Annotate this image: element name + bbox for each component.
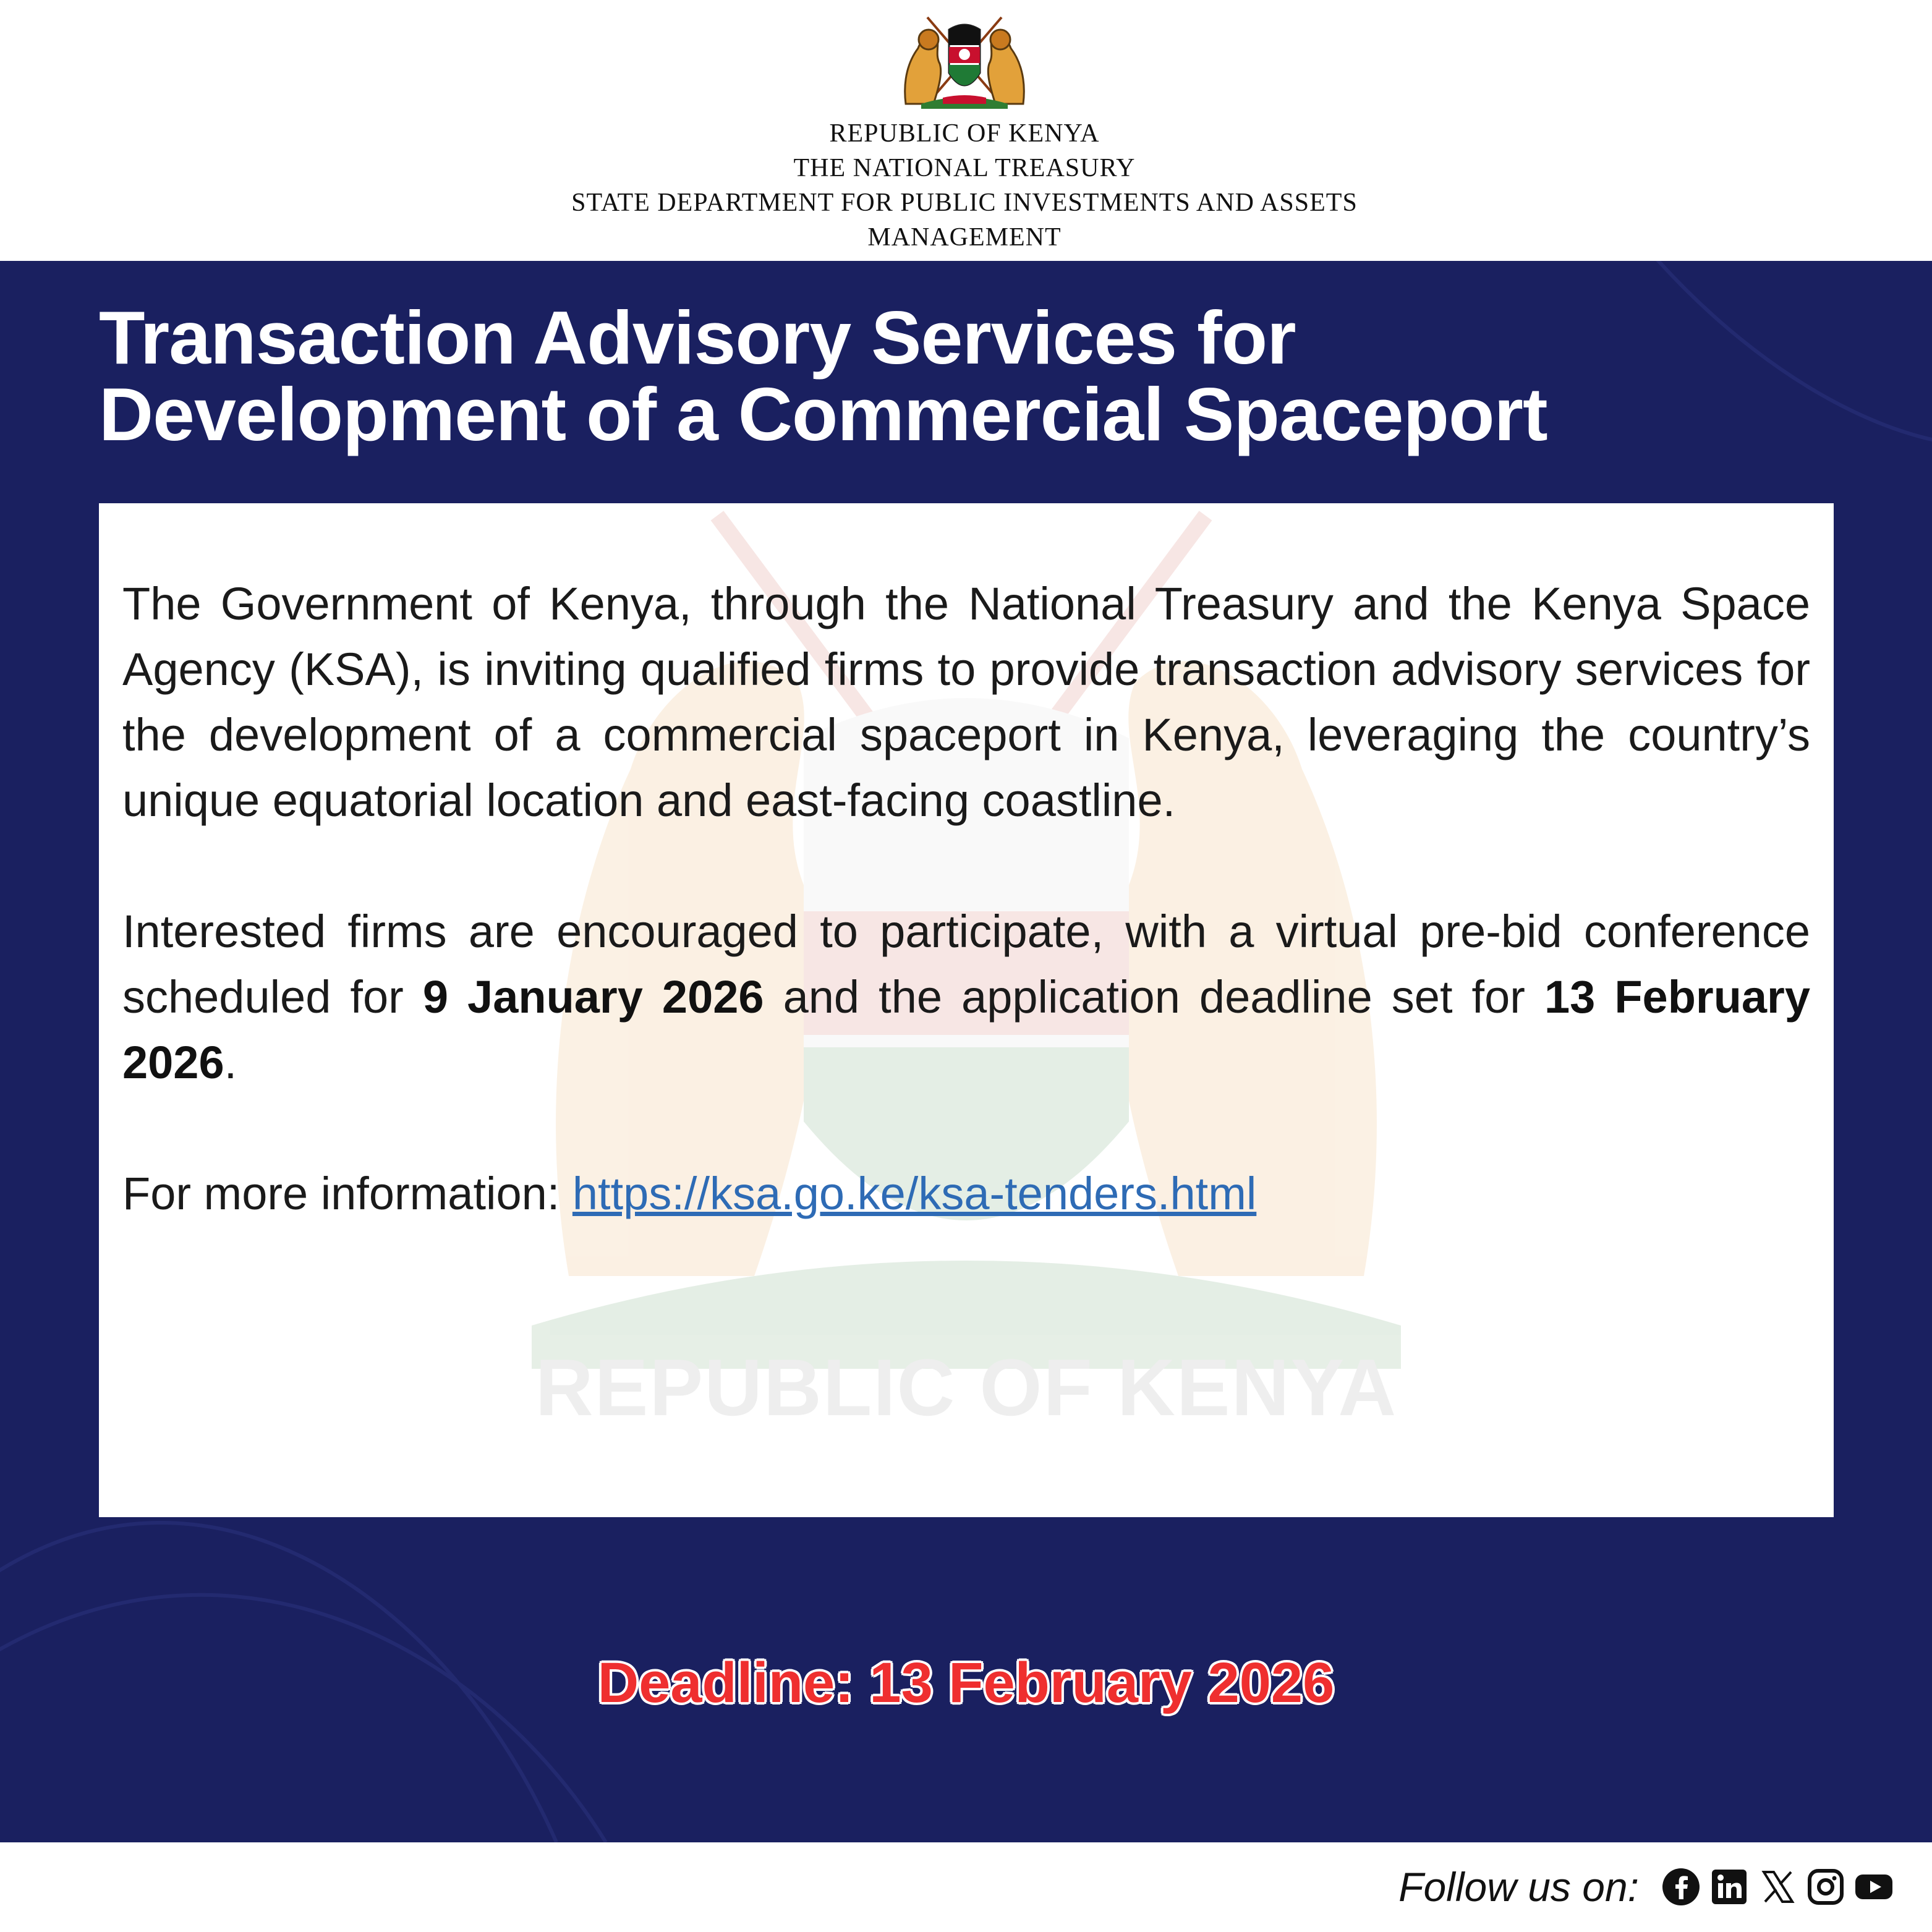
main-band <box>0 261 1932 1842</box>
header-line: THE NATIONAL TREASURY <box>793 154 1136 182</box>
header-line: MANAGEMENT <box>867 223 1062 252</box>
paragraph-text: Interested firms are encouraged to participate, with a virtual pre-bid conference scheduled for <box>122 906 1810 1023</box>
deadline-date: 13 February 2026 <box>122 971 1811 1088</box>
instagram-icon[interactable] <box>1806 1867 1845 1907</box>
watermark-text: REPUBLIC OF KENYA <box>535 1342 1398 1432</box>
page-title <box>99 296 1861 456</box>
youtube-icon[interactable] <box>1854 1867 1894 1907</box>
header-line: REPUBLIC OF KENYA <box>829 119 1100 148</box>
linkedin-icon[interactable] <box>1709 1867 1749 1907</box>
paragraph-text: and the application deadline set for <box>764 971 1544 1023</box>
paragraph-text: . <box>224 1037 237 1088</box>
footer <box>0 1842 1932 1932</box>
kenya-coat-of-arms-logo <box>890 11 1039 110</box>
header-department-lines <box>470 116 1459 255</box>
facebook-icon[interactable] <box>1661 1867 1701 1907</box>
announcement-body <box>122 571 1810 1292</box>
deadline-banner: Deadline: 13 February 2026 <box>597 1651 1335 1714</box>
header <box>0 0 1932 261</box>
paragraph-dates <box>122 899 1810 1096</box>
title-line-2: Development of a Commercial Spaceport <box>99 372 1547 456</box>
paragraph-more-info <box>122 1161 1810 1227</box>
x-icon[interactable] <box>1758 1867 1797 1907</box>
header-line: STATE DEPARTMENT FOR PUBLIC INVESTMENTS AND ASSETS <box>571 189 1358 217</box>
conference-date: 9 January 2026 <box>422 971 764 1023</box>
tenders-link[interactable]: https://ksa.go.ke/ksa-tenders.html <box>572 1168 1257 1219</box>
info-label: For more information: <box>122 1168 572 1219</box>
follow-label: Follow us on: <box>1398 1864 1639 1910</box>
social-follow <box>1398 1863 1894 1910</box>
paragraph-invitation: The Government of Kenya, through the National Treasury and the Kenya Space Agency (KSA), is inviting qualified firms to provide transaction advisory services for the development of a commercial spaceport in Kenya, leveraging the country’s unique equatorial location and east-facing coastline. <box>122 578 1810 826</box>
announcement-card <box>99 503 1834 1517</box>
title-line-1: Transaction Advisory Services for <box>99 296 1296 380</box>
